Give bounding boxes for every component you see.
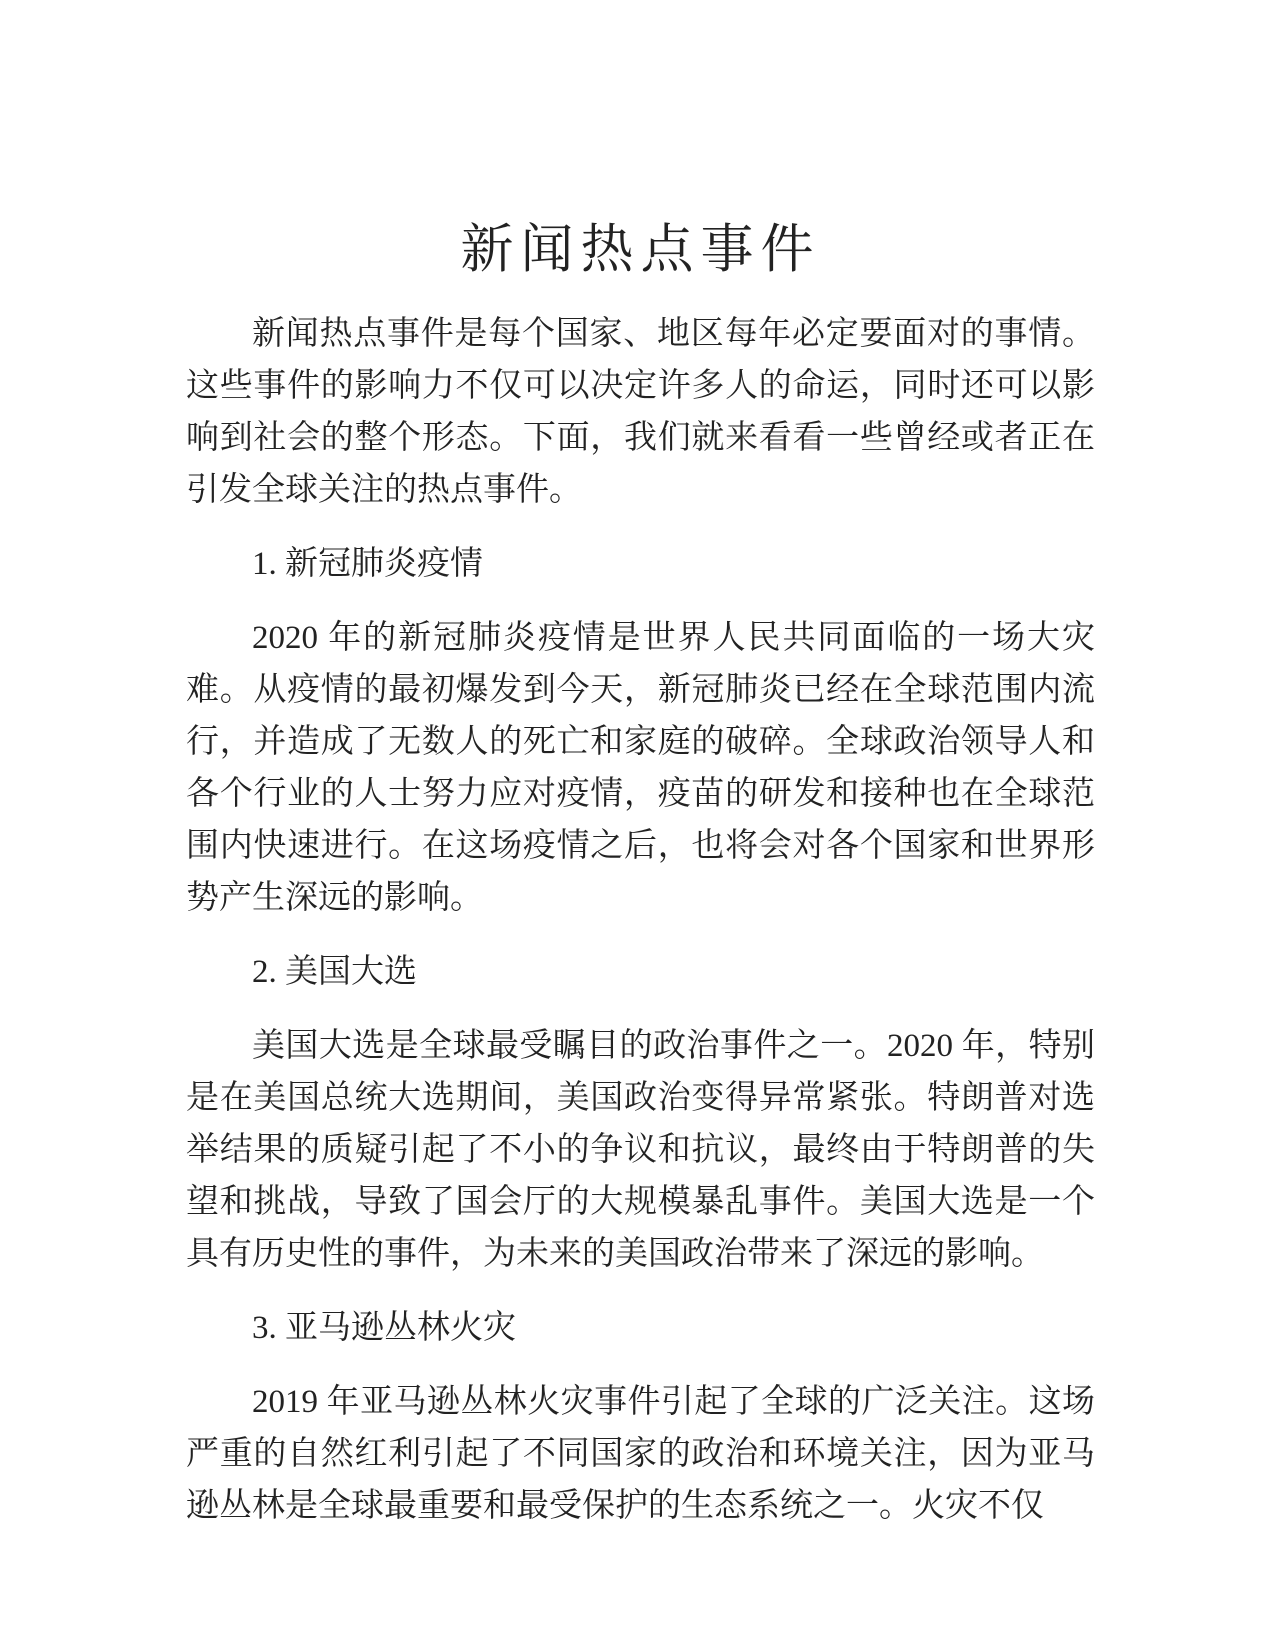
intro-paragraph: 新闻热点事件是每个国家、地区每年必定要面对的事情。这些事件的影响力不仅可以决定许多人的命运，同时还可以影响到社会的整个形态。下面，我们就来看看一些曾经或者正在引发全球关注的热点事件。	[186, 316, 1095, 508]
section-3-heading: 3. 亚马逊丛林火灾	[252, 1310, 516, 1346]
section-2-paragraph: 美国大选是全球最受瞩目的政治事件之一。2020 年，特别是在美国总统大选期间，美国政治变得异常紧张。特朗普对选举结果的质疑引起了不小的争议和抗议，最终由于特朗普的失望和挑战，导致了国会厅的大规模暴乱事件。美国大选是一个具有历史性的事件，为未来的美国政治带来了深远的影响。	[186, 1028, 1095, 1272]
section-2-heading: 2. 美国大选	[252, 954, 417, 990]
document-title: 新闻热点事件	[460, 221, 821, 279]
section-3-paragraph: 2019 年亚马逊丛林火灾事件引起了全球的广泛关注。这场严重的自然红利引起了不同国家的政治和环境关注，因为亚马逊丛林是全球最重要和最受保护的生态系统之一。火灾不仅	[186, 1384, 1095, 1524]
section-1-paragraph: 2020 年的新冠肺炎疫情是世界人民共同面临的一场大灾难。从疫情的最初爆发到今天，新冠肺炎已经在全球范围内流行，并造成了无数人的死亡和家庭的破碎。全球政治领导人和各个行业的人士努力应对疫情，疫苗的研发和接种也在全球范围内快速进行。在这场疫情之后，也将会对各个国家和世界形势产生深远的影响。	[186, 620, 1095, 916]
section-1-heading: 1. 新冠肺炎疫情	[252, 546, 483, 582]
